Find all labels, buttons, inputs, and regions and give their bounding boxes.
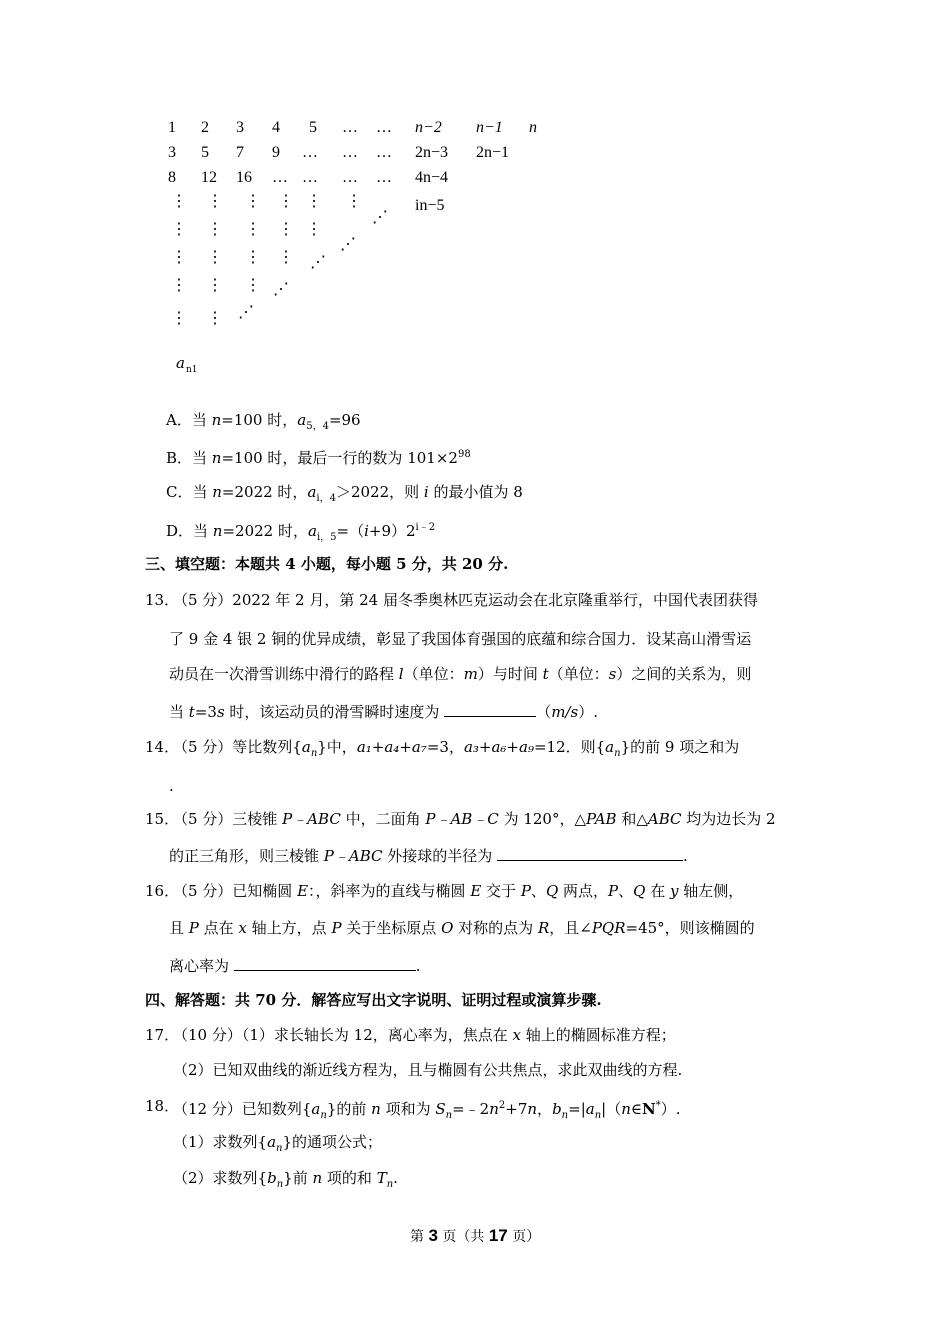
q13-number: 13． [145, 591, 180, 609]
tri-vdots: ⋮ [171, 193, 187, 210]
option-a: A．当 n=100 时，$a_{5,4}=96$ [166, 411, 361, 432]
tri-r3-c7: … [376, 169, 392, 186]
q18-line3: （2）求数列$\{b_n\}$前 n 项的和 $T_n$. [173, 1169, 398, 1190]
q18-line2: （1）求数列$\{a_n\}$的通项公式； [173, 1133, 383, 1154]
q17-number: 17． [145, 1026, 180, 1044]
tri-r1-c4: 4 [272, 119, 280, 136]
tri-vdots: ⋮ [278, 221, 294, 238]
tri-r2-c9: 2n−1 [476, 144, 510, 161]
tri-vdots: ⋮ [171, 310, 187, 327]
q16-line2: 且 P 点在 x 轴上方，点 P 关于坐标原点 O 对称的点为 R，且∠PQR=45°，则该椭圆的 [169, 919, 755, 937]
tri-r2-c2: 5 [201, 144, 209, 161]
q13-line4: 当 t=3s 时，该运动员的滑雪瞬时速度为 （m/s）. [169, 703, 598, 721]
q18-line1: （12 分）已知数列$\{a_n\}$的前 n 项和为 $S_n=﹣2n^2+7n$，$b_n=|a_n|(n\in N^*)$. [173, 1100, 681, 1121]
tri-r1-c1: 1 [168, 119, 176, 136]
tri-vdots: ⋮ [207, 221, 223, 238]
tri-r1-c10: n [529, 119, 537, 136]
q16-line1: （5 分）已知椭圆 E：，斜率为的直线与椭圆 E 交于 P、Q 两点，P、Q 在 y 轴左侧， [173, 882, 744, 900]
tri-r1-c8: n−2 [415, 119, 442, 136]
tri-r2-c1: 3 [168, 144, 176, 161]
q15-line2: 的正三角形，则三棱锥 P﹣ABC 外接球的半径为 . [169, 847, 688, 865]
tri-r1-c2: 2 [201, 119, 209, 136]
section-3-title: 三、填空题：本题共 4 小题，每小题 5 分，共 20 分. [145, 555, 509, 573]
tri-vdots: ⋮ [171, 249, 187, 266]
page-total: 17 [488, 1226, 508, 1245]
q15-answer-blank [497, 846, 683, 861]
tri-ddots: ⋰ [372, 209, 388, 226]
tri-vdots: ⋮ [245, 221, 261, 238]
tri-r1-c5: 5 [309, 119, 317, 136]
tri-corner-a: a [176, 354, 185, 372]
page-footer: 第 3 页（共 17 页） [410, 1226, 541, 1245]
q18-number: 18． [145, 1097, 180, 1115]
tri-r2-c4: 9 [272, 144, 280, 161]
tri-r4-label: in−5 [415, 197, 445, 214]
q16-number: 16． [145, 882, 180, 900]
tri-ddots: ⋰ [340, 236, 356, 253]
q15-line1: （5 分）三棱锥 P﹣ABC 中，二面角 P﹣AB﹣C 为 120°，△PAB 和△ABC 均为边长为 2 [173, 810, 776, 828]
tri-r2-c6: … [342, 144, 358, 161]
q14-line1: （5 分）等比数列$\{a_n\}$中，a₁+a₄+a₇=3，a₃+a₆+a₉=12．则$\{a_n\}$的前 9 项之和为 [173, 738, 740, 759]
q16-answer-blank [234, 956, 416, 971]
tri-vdots: ⋮ [207, 310, 223, 327]
tri-r3-c6: … [342, 169, 358, 186]
q16-line3: 离心率为 . [169, 957, 421, 975]
tri-r1-c6: … [342, 119, 358, 136]
tri-r1-c3: 3 [236, 119, 244, 136]
tri-vdots: ⋮ [245, 249, 261, 266]
tri-vdots: ⋮ [171, 221, 187, 238]
q13-line2: 了 9 金 4 银 2 铜的优异成绩，彰显了我国体育强国的底蕴和综合国力．设某高山滑雪运 [169, 630, 752, 648]
tri-ddots: ⋰ [310, 254, 326, 271]
tri-r3-c8: 4n−4 [415, 169, 449, 186]
q13-answer-blank [444, 702, 536, 717]
tri-vdots: ⋮ [278, 193, 294, 210]
tri-r2-c5: … [302, 144, 318, 161]
tri-vdots: ⋮ [245, 277, 261, 294]
tri-r2-c8: 2n−3 [415, 144, 449, 161]
tri-r3-c1: 8 [168, 169, 176, 186]
tri-ddots: ⋰ [238, 304, 254, 321]
tri-r3-c3: 16 [236, 169, 252, 186]
page-number: 3 [428, 1226, 438, 1245]
tri-vdots: ⋮ [207, 277, 223, 294]
tri-r3-c2: 12 [201, 169, 217, 186]
tri-r2-c3: 7 [236, 144, 244, 161]
option-c: C．当 n=2022 时，$a_{i,4}>2022$，则 i 的最小值为 8 [166, 483, 523, 504]
tri-vdots: ⋮ [207, 249, 223, 266]
q17-line1: （10 分）（1）求长轴长为 12，离心率为，焦点在 x 轴上的椭圆标准方程； [173, 1026, 676, 1044]
tri-vdots: ⋮ [306, 193, 322, 210]
tri-r1-c7: … [376, 119, 392, 136]
q15-number: 15． [145, 810, 180, 828]
tri-corner-sub: n1 [186, 365, 198, 375]
tri-ddots: ⋰ [273, 281, 289, 298]
tri-vdots: ⋮ [278, 249, 294, 266]
tri-vdots: ⋮ [306, 221, 322, 238]
option-d: D．当 n=2022 时，$a_{i,5}=(i+9)2^{i﹣2}$ [166, 522, 436, 543]
tri-r1-c9: n−1 [476, 119, 503, 136]
tri-vdots: ⋮ [207, 193, 223, 210]
q17-line2: （2）已知双曲线的渐近线方程为，且与椭圆有公共焦点，求此双曲线的方程. [173, 1061, 683, 1079]
tri-r3-c5: … [302, 169, 318, 186]
q13-line1: （5 分）2022 年 2 月，第 24 届冬季奥林匹克运动会在北京隆重举行，中国代表团获得 [173, 591, 758, 609]
option-b: B．当 n=100 时，最后一行的数为 $101\times 2^{98}$ [166, 449, 471, 467]
tri-vdots: ⋮ [245, 193, 261, 210]
section-4-title: 四、解答题：共 70 分．解答应写出文字说明、证明过程或演算步骤. [145, 991, 602, 1009]
q14-line2: . [169, 777, 174, 795]
tri-r2-c7: … [376, 144, 392, 161]
q13-line3: 动员在一次滑雪训练中滑行的路程 l（单位：m）与时间 t（单位：s）之间的关系为，则 [169, 665, 752, 683]
q14-number: 14． [145, 738, 180, 756]
tri-vdots: ⋮ [346, 193, 362, 210]
tri-vdots: ⋮ [171, 277, 187, 294]
tri-r3-c4: … [272, 169, 288, 186]
